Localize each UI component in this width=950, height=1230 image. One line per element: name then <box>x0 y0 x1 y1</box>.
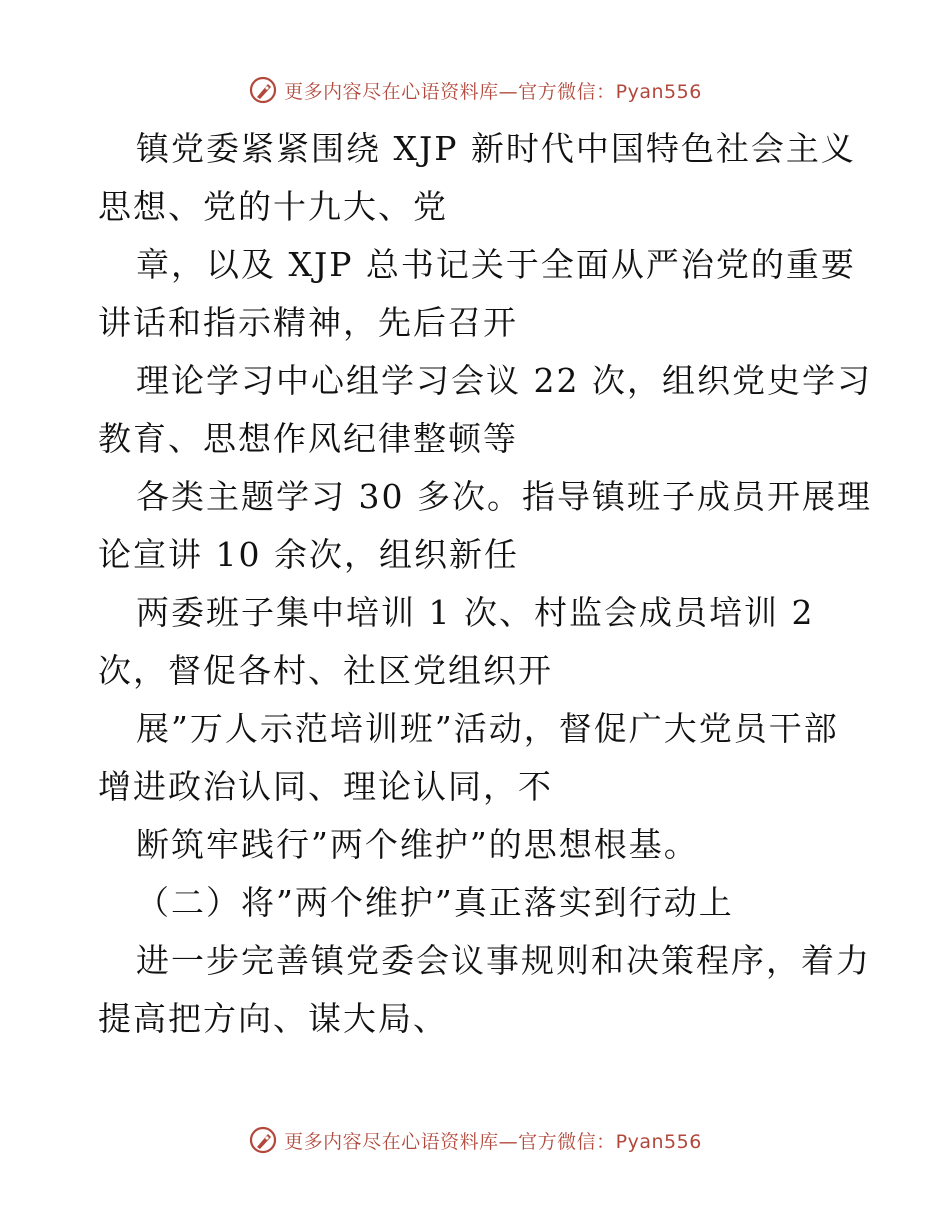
header-banner <box>0 70 950 110</box>
paragraph-line: 次，督促各村、社区党组织开 <box>98 651 553 690</box>
paragraph-line: 两委班子集中培训 1 次、村监会成员培训 2 <box>136 593 815 632</box>
paragraph-line: 论宣讲 10 余次，组织新任 <box>98 535 519 574</box>
paragraph-line: 思想、党的十九大、党 <box>98 187 448 226</box>
footer-banner-text: 更多内容尽在心语资料库—官方微信：Pyan556 <box>284 1130 702 1153</box>
paragraph-line: 各类主题学习 30 多次。指导镇班子成员开展理 <box>136 477 872 516</box>
footer-banner <box>0 1120 950 1160</box>
paragraph-line: 教育、思想作风纪律整顿等 <box>98 419 518 458</box>
paragraph-line: 进一步完善镇党委会议事规则和决策程序，着力 <box>136 941 871 980</box>
paragraph-line: 理论学习中心组学习会议 22 次，组织党史学习 <box>136 361 872 400</box>
document-body <box>98 120 872 1048</box>
header-banner-text: 更多内容尽在心语资料库—官方微信：Pyan556 <box>284 80 702 103</box>
pen-nib-circle-icon <box>248 1125 278 1155</box>
paragraph-line: 镇党委紧紧围绕 XJP 新时代中国特色社会主义 <box>136 129 856 168</box>
paragraph-line: 增进政治认同、理论认同，不 <box>98 767 553 806</box>
paragraph-line: 提高把方向、谋大局、 <box>98 999 448 1038</box>
paragraph-line: 展”万人示范培训班”活动，督促广大党员干部 <box>136 709 839 748</box>
section-heading: （二）将”两个维护”真正落实到行动上 <box>136 883 734 922</box>
paragraph-line: 断筑牢践行”两个维护”的思想根基。 <box>136 825 699 864</box>
paragraph-line: 章，以及 XJP 总书记关于全面从严治党的重要 <box>136 245 856 284</box>
paragraph-line: 讲话和指示精神，先后召开 <box>98 303 518 342</box>
pen-nib-circle-icon <box>248 75 278 105</box>
